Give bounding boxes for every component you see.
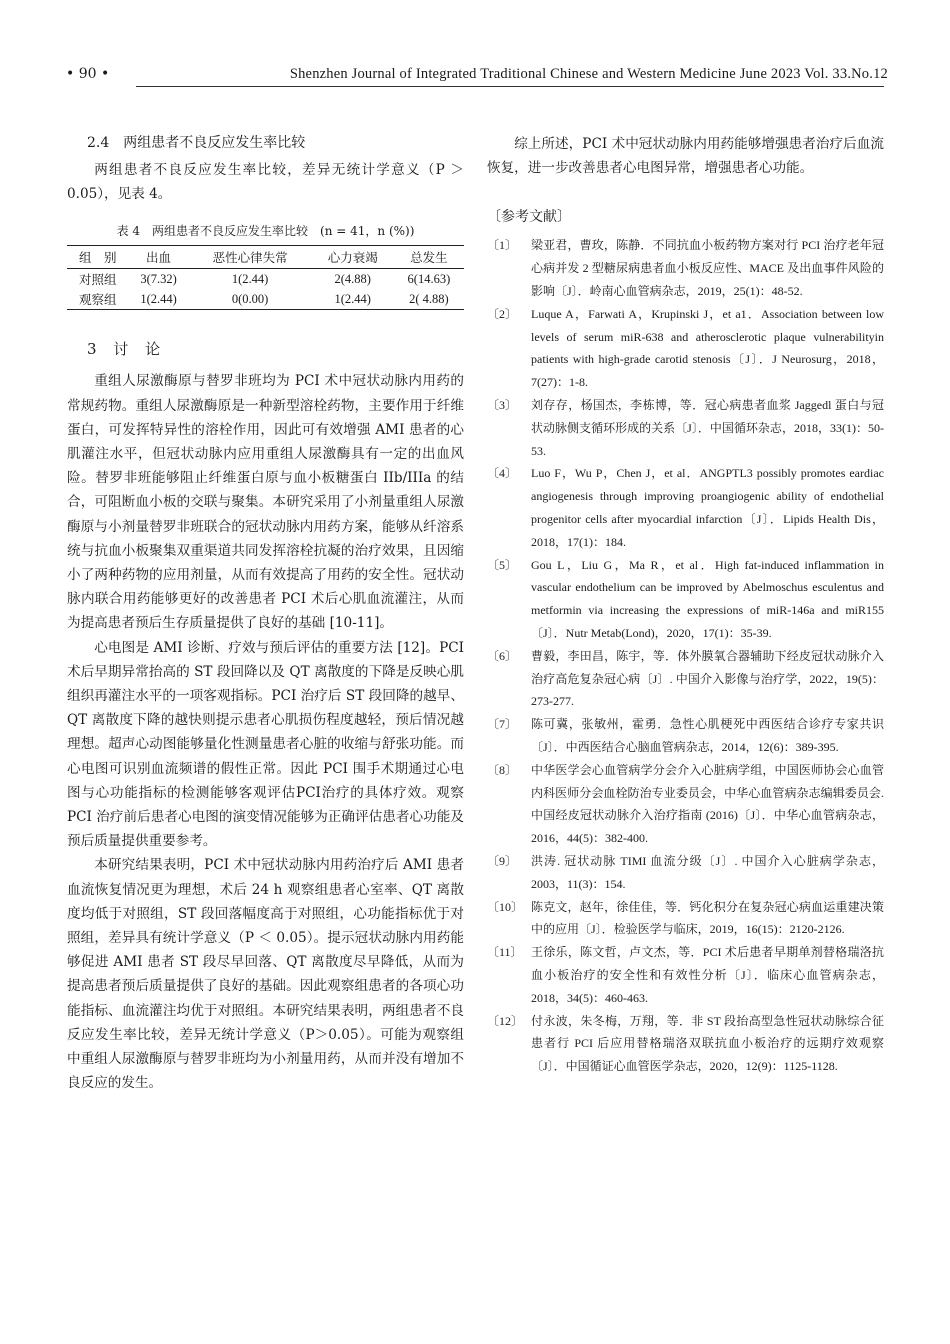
- right-column: [487, 132, 884, 1078]
- reference-item: [487, 303, 884, 394]
- reference-number: 〔5〕: [487, 557, 518, 572]
- reference-item: [487, 394, 884, 462]
- table-cell: 对照组: [79, 273, 117, 288]
- table-4-caption: 表 4 两组患者不良反应发生率比较 (n = 41，n (%)): [116, 224, 415, 239]
- reference-item: [487, 554, 884, 645]
- reference-text: 陈可冀，张敏州，霍勇．急性心肌梗死中西医结合诊疗专家共识〔J〕．中西医结合心脑血管病杂志，2014，12(6)：389-395.: [531, 717, 884, 754]
- references-list: [487, 234, 884, 1077]
- reference-number: 〔4〕: [487, 466, 518, 481]
- page-header: [66, 66, 888, 88]
- reference-item: [487, 896, 884, 942]
- reference-number: 〔7〕: [487, 717, 518, 732]
- reference-text: 梁亚君，曹玫，陈静．不同抗血小板药物方案对行 PCI 治疗老年冠心病并发 2 型糖尿病患者血小板反应性、MACE 及出血事件风险的影响〔J〕．岭南心血管病杂志，2019，25(1)：48-52.: [531, 238, 884, 298]
- column-header: 心力衰竭: [312, 246, 394, 269]
- table-cell: 0(0.00): [188, 289, 311, 310]
- column-header: 组 别: [67, 246, 129, 269]
- table-cell: 6(14.63): [407, 271, 451, 286]
- page-number: • 90 •: [66, 66, 110, 82]
- table-row: [67, 269, 464, 290]
- reference-number: 〔6〕: [487, 648, 518, 663]
- reference-item: [487, 850, 884, 896]
- reference-item: [487, 759, 884, 850]
- reference-item: [487, 713, 884, 759]
- reference-text: 刘存存，杨国杰，李栋博，等．冠心病患者血浆 Jaggedl 蛋白与冠状动脉侧支循环形成的关系〔J〕．中国循环杂志，2018，33(1)：50-53.: [531, 397, 884, 458]
- table-cell: 1(2.44): [231, 271, 269, 286]
- table-header-row: [67, 246, 464, 269]
- summary-paragraph: 综上所述，PCI 术中冠状动脉内用药能够增强患者治疗后血流恢复，进一步改善患者心电图异常，增强患者心功能。: [487, 136, 884, 177]
- table-cell: 1(2.44): [312, 289, 394, 310]
- section-3-title: 3 讨 论: [87, 340, 167, 359]
- column-header: 恶性心律失常: [188, 246, 311, 269]
- column-header: 总发生: [394, 246, 464, 269]
- reference-number: 〔1〕: [487, 238, 518, 253]
- reference-item: [487, 1010, 884, 1078]
- reference-text: 洪涛. 冠状动脉 TIMI 血流分级〔J〕. 中国介入心脏病学杂志，2003，11(3)：154.: [531, 853, 884, 891]
- table-cell: 2( 4.88): [394, 289, 464, 310]
- journal-line: Shenzhen Journal of Integrated Traditional Chinese and Western Medicine June 2023 Vol. 33.No.12: [289, 66, 888, 82]
- reference-text: 陈克文，赵年，徐佳佳，等．钙化积分在复杂冠心病血运重建决策中的应用〔J〕．检验医学与临床，2019，16(15)：2120-2126.: [531, 899, 884, 937]
- table-cell: 观察组: [67, 289, 129, 310]
- reference-item: [487, 941, 884, 1009]
- reference-number: 〔3〕: [487, 397, 518, 412]
- reference-text: 付永波，朱冬梅，万翔，等．非 ST 段抬高型急性冠状动脉综合征患者行 PCI 后应用替格瑞洛双联抗血小板治疗的远期疗效观察〔J〕．中国循证心血管医学杂志，2020，12(9)：1125-1128.: [531, 1013, 884, 1074]
- reference-item: [487, 645, 884, 713]
- reference-text: 曹毅，李田昌，陈宇，等．体外膜氧合器辅助下经皮冠状动脉介入治疗高危复杂冠心病〔J〕. 中国介入影像与治疗学，2022，19(5)：273-277.: [531, 648, 884, 709]
- references-title: 〔参考文献〕: [487, 209, 571, 226]
- table-cell: 3(7.32): [140, 271, 177, 286]
- reference-number: 〔11〕: [487, 945, 523, 960]
- table-cell: 1(2.44): [129, 289, 189, 310]
- discussion-paragraph-3: 本研究结果表明，PCI 术中冠状动脉内用药治疗后 AMI 患者血流恢复情况更为理想，术后 24 h 观察组患者心室率、QT 离散度均低于对照组，ST 段回落幅度高于对照组，心功能指标优于对照组，差异具有统计学意义（P ＜ 0.05）。提示冠状动脉内用药能够促进 AMI 患者 ST 段尽早回落、QT 离散度尽早降低，从而为提高患者预后质量提供了良好的基础。因此观察组患者的各项心功能指标、血流灌注均优于对照组。本研究结果表明，两组患者不良反应发生率比较，差异无统计学意义（P＞0.05）。可能为观察组中重组人尿激酶原与替罗非班均为小剂量用药，从而并没有增加不良反应的发生。: [67, 857, 464, 1092]
- table-4: [67, 245, 464, 310]
- table-row: [67, 289, 464, 310]
- reference-number: 〔9〕: [487, 853, 518, 868]
- reference-text: Luque A，Farwati A，Krupinski J，et a1．Association between low levels of serum miR-638 and atherosclerotic plaque vulnerabilityin patients with high-grade carotid stenosis〔J〕．J Neurosurg，2018，7(27)：1-8.: [531, 306, 884, 390]
- table-cell: 2(4.88): [334, 271, 371, 286]
- header-rule: [136, 86, 884, 87]
- section-2-4-title: 2.4 两组患者不良反应发生率比较: [87, 135, 306, 151]
- reference-text: Gou L，Liu G，Ma R，et al．High fat-induced inflammation in vascular endothelium can be improved by Abelmoschus esculentus and metformin via increasing the expressions of miR-146a and miR155〔J〕．Nutr Metab(Lond)，2020，17(1)：35-39.: [531, 557, 884, 640]
- reference-number: 〔10〕: [487, 899, 524, 914]
- reference-text: 王徐乐，陈文哲，卢文杰，等．PCI 术后患者早期单剂替格瑞洛抗血小板治疗的安全性和有效性分析〔J〕．临床心血管病杂志，2018，34(5)：460-463.: [531, 945, 884, 1005]
- reference-text: Luo F，Wu P，Chen J，et al．ANGPTL3 possibly promotes eardiac angiogenesis through improving proangiogenic ability of endothelial progenitor cells after myocardial infarction〔J〕．Lipids Health Dis，2018，17(1)：184.: [531, 466, 884, 549]
- discussion-paragraph-1: 重组人尿激酶原与替罗非班均为 PCI 术中冠状动脉内用药的常规药物。重组人尿激酶原是一种新型溶栓药物，主要作用于纤维蛋白，可发挥特异性的溶栓作用，因此可有效增强 AMI 患者的心肌灌注水平，但冠状动脉内应用重组人尿激酶具有一定的出血风险。替罗非班能够阻止纤维蛋白原与血小板糖蛋白 IIb/IIIa 的结合，可阻断血小板的交联与聚集。本研究采用了小剂量重组人尿激酶原与小剂量替罗非班联合的冠状动脉内用药方案，能够从纤溶系统与抗血小板聚集双重渠道共同发挥溶栓抗凝的治疗效果，且因缩小了两种药物的应用剂量，从而有效提高了用药的安全性。冠状动脉内联合用药能够更好的改善患者 PCI 术后心肌血流灌注，从而为提高患者预后生存质量提供了良好的基础 [10-11]。: [67, 373, 464, 632]
- reference-text: 中华医学会心血管病学分会介入心脏病学组，中国医师协会心血管内科医师分会血栓防治专业委员会，中华心血管病杂志编辑委员会. 中国经皮冠状动脉介入治疗指南 (2016)〔J〕．中华心血管病杂志，2016，44(5)：382-400.: [531, 762, 884, 846]
- reference-number: 〔12〕: [487, 1013, 524, 1028]
- reference-number: 〔8〕: [487, 762, 518, 777]
- reference-item: [487, 462, 884, 553]
- section-2-4-paragraph: 两组患者不良反应发生率比较，差异无统计学意义（P ＞ 0.05），见表 4。: [67, 162, 464, 203]
- discussion-paragraph-2: 心电图是 AMI 诊断、疗效与预后评估的重要方法 [12]。PCI 术后早期异常抬高的 ST 段回降以及 QT 离散度的下降是反映心肌组织再灌注水平的一项客观指标。PCI 治疗后 ST 段回降的越早、QT 离散度下降的越快则提示患者心肌损伤程度越轻，预后情况越理想。超声心动图能够量化性测量患者心脏的收缩与舒张功能。而心电图可识别血流频谱的假性正常。因此 PCI 围手术期通过心电图与心功能指标的检测能够客观评估PCI治疗的具体疗效。观察 PCI 治疗前后患者心电图的演变情况能够为正确评估患者心功能及预后质量提供重要参考。: [67, 639, 464, 850]
- left-column: [67, 132, 464, 1096]
- reference-item: [487, 234, 884, 302]
- reference-number: 〔2〕: [487, 306, 518, 321]
- column-header: 出血: [129, 246, 189, 269]
